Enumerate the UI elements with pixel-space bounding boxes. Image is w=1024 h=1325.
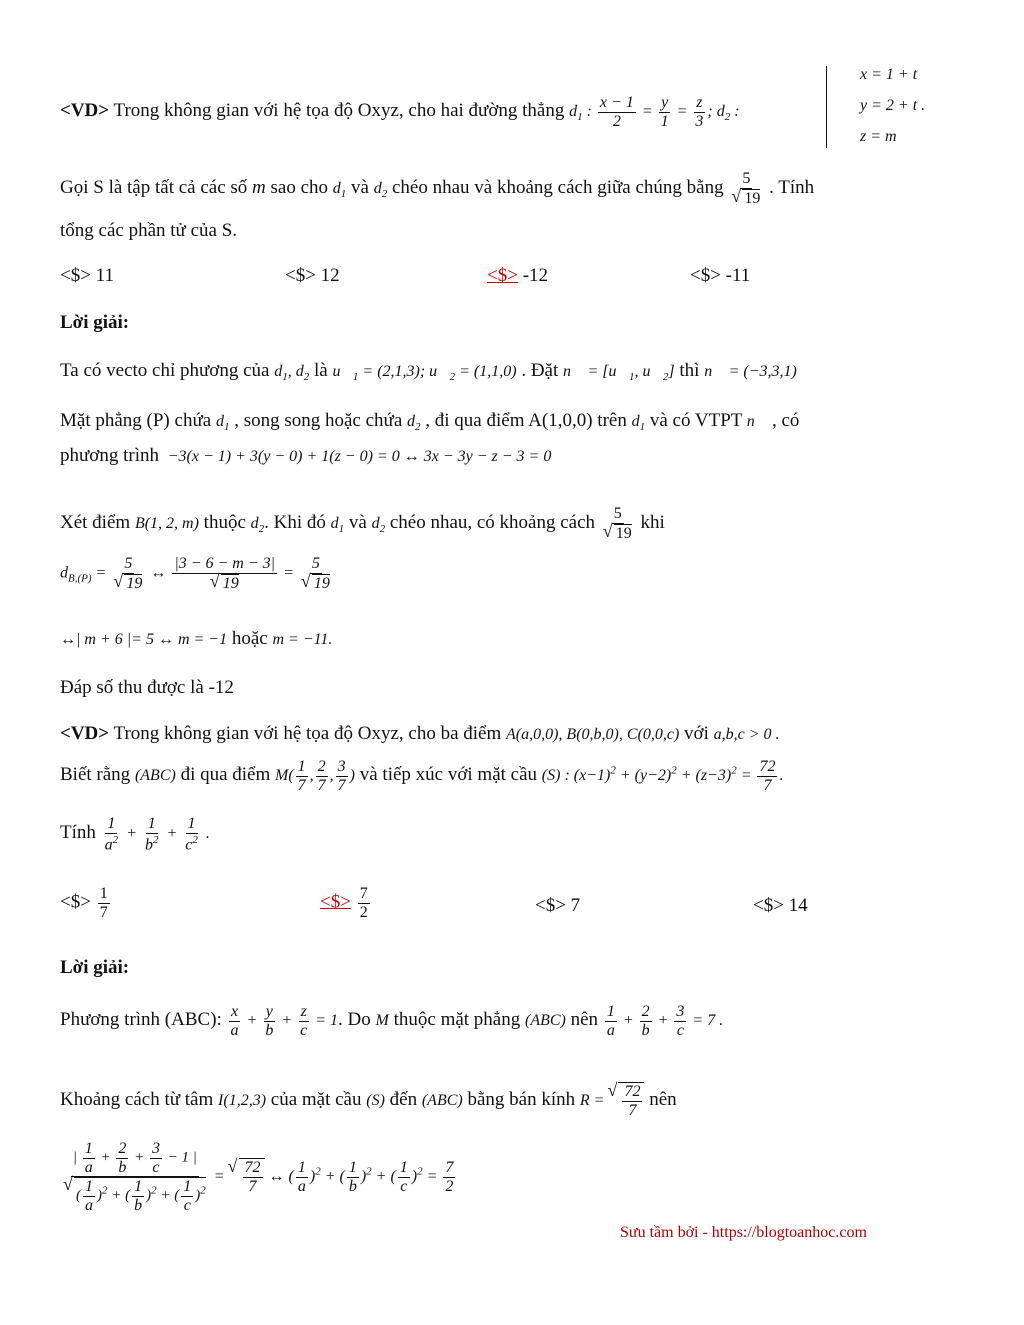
d2-eq1: x = 1 + t xyxy=(860,66,918,83)
q1-solution-title: Lời giải: xyxy=(60,312,130,333)
q1-option-c[interactable]: <$> -12 xyxy=(487,265,549,286)
d1-equation: $d_1$ : $\frac{x - 1}{2}$ = $\frac{y}{1}$ = $\frac{z}{3}$ ; $d_2$ : xyxy=(569,94,740,130)
q2-tag: <VD> xyxy=(60,723,110,744)
q2-stem-line3: Tính $\frac{1}{a^2}$ + $\frac{1}{b^2}$ + $\frac{1}{c^2}$ . xyxy=(60,815,210,853)
correct-marker: <$> xyxy=(487,265,518,286)
q2-option-b[interactable]: <$> $\frac{7}{2}$ xyxy=(320,885,368,921)
q2-option-a[interactable]: <$> $\frac{1}{7}$ xyxy=(60,885,108,921)
q1-distance-equation: $d_{B,(P)}$ = 5 √ 19 ↔ |3 − 6 − m − 3| √ 19 = 5 √ 19 xyxy=(60,555,334,592)
q2-solution-title: Lời giải: xyxy=(60,957,130,978)
q1-stem-line1 xyxy=(60,94,740,130)
distance-fraction: 5 √ 19 xyxy=(730,170,762,207)
q2-sol-line1: Phương trình (ABC): $\frac{x}{a}$ + $\frac{y}{b}$ + $\frac{z}{c}$ = 1. Do M thuộc mặt phẳng (ABC) nên $\frac{1}{a}$ + $\frac{2}{b}$ + $\frac{3}{c}$ = 7 . xyxy=(60,1003,724,1039)
q1-sol-line6: ↔| m + 6 |= 5 ↔ m = −1 hoặc m = −11. xyxy=(60,628,333,649)
q2-option-c[interactable]: <$> 7 xyxy=(535,895,581,916)
q1-tag: <VD> xyxy=(60,99,110,121)
q2-distance-equation: | $\frac{1}{a}$ + $\frac{2}{b}$ + $\frac{3}{c}$ − 1 | √ ( $\frac{1}{a}$ )$^2$ + ( $\frac{1}{b}$ )$^2$ + ( $\frac{1}{c}$ )$^2$ = √ $\frac{72}{7}$ ↔ ( $\frac{1}{a}$ )$^2$ + ( $\frac{1}{b}$ )$^2$ + ( $\frac{1}{c}$ )$^2$ = $\frac{7}{2}$ xyxy=(60,1140,457,1214)
q1-option-d[interactable]: <$> -11 xyxy=(690,265,751,286)
q2-stem-line2: Biết rằng (ABC) đi qua điểm M( $\frac{1}{7}$ , $\frac{2}{7}$ , $\frac{3}{7}$ ) và tiếp xúc với mặt cầu (S) : $(x-1)^2 + (y-2)^2 + (z-3)^2$ = $\frac{72}{7}$ . xyxy=(60,758,784,794)
q2-option-d[interactable]: <$> 14 xyxy=(753,895,808,916)
q1-option-a[interactable]: <$> 11 xyxy=(60,265,114,286)
q1-stem-line2: Gọi S là tập tất cả các số m sao cho $d_1$ và $d_2$ chéo nhau và khoảng cách giữa chúng bằng 5 √ 19 . Tính xyxy=(60,170,814,207)
d2-eq2: y = 2 + t . xyxy=(860,97,926,114)
q2-stem-line1: <VD> Trong không gian với hệ tọa độ Oxyz, cho ba điểm A(a,0,0), B(0,b,0), C(0,0,c) với a,b,c > 0 . xyxy=(60,723,780,744)
q1-stem-line3: tổng các phần tử của S. xyxy=(60,220,238,241)
q1-option-b[interactable]: <$> 12 xyxy=(285,265,340,286)
q1-stem-text: Trong không gian với hệ tọa độ Oxyz, cho hai đường thẳng xyxy=(113,99,565,121)
footer-credit[interactable]: Sưu tầm bởi - https://blogtoanhoc.com xyxy=(620,1224,867,1241)
q1-sol-line1: Ta có vecto chỉ phương của $d_1$, $d_2$ là $u⃗_1 = (2,1,3)$; $u⃗_2 = (1,1,0)$ . Đặt n⃗ = [$u⃗_1$, $u⃗_2$] thì n⃗ = (−3,3,1) xyxy=(60,360,797,384)
d2-eq3: z = m xyxy=(860,128,897,145)
q2-sol-line2: Khoảng cách từ tâm I(1,2,3) của mặt cầu (S) đến (ABC) bằng bán kính R = √ $\frac{72}{7}$ nên xyxy=(60,1082,677,1119)
q1-sol-line3: phương trình −3(x − 1) + 3(y − 0) + 1(z − 0) = 0 ↔ 3x − 3y − z − 3 = 0 xyxy=(60,445,552,466)
q1-answer: Đáp số thu được là -12 xyxy=(60,677,234,698)
q1-sol-line2: Mặt phẳng (P) chứa $d_1$ , song song hoặc chứa $d_2$ , đi qua điểm A(1,0,0) trên $d_1$ và có VTPT n⃗ , có xyxy=(60,410,800,434)
d2-brace xyxy=(826,66,827,148)
q1-sol-line4: Xét điểm B(1, 2, m) thuộc $d_2$. Khi đó $d_1$ và $d_2$ chéo nhau, có khoảng cách 5 √ 19 khi xyxy=(60,505,665,542)
